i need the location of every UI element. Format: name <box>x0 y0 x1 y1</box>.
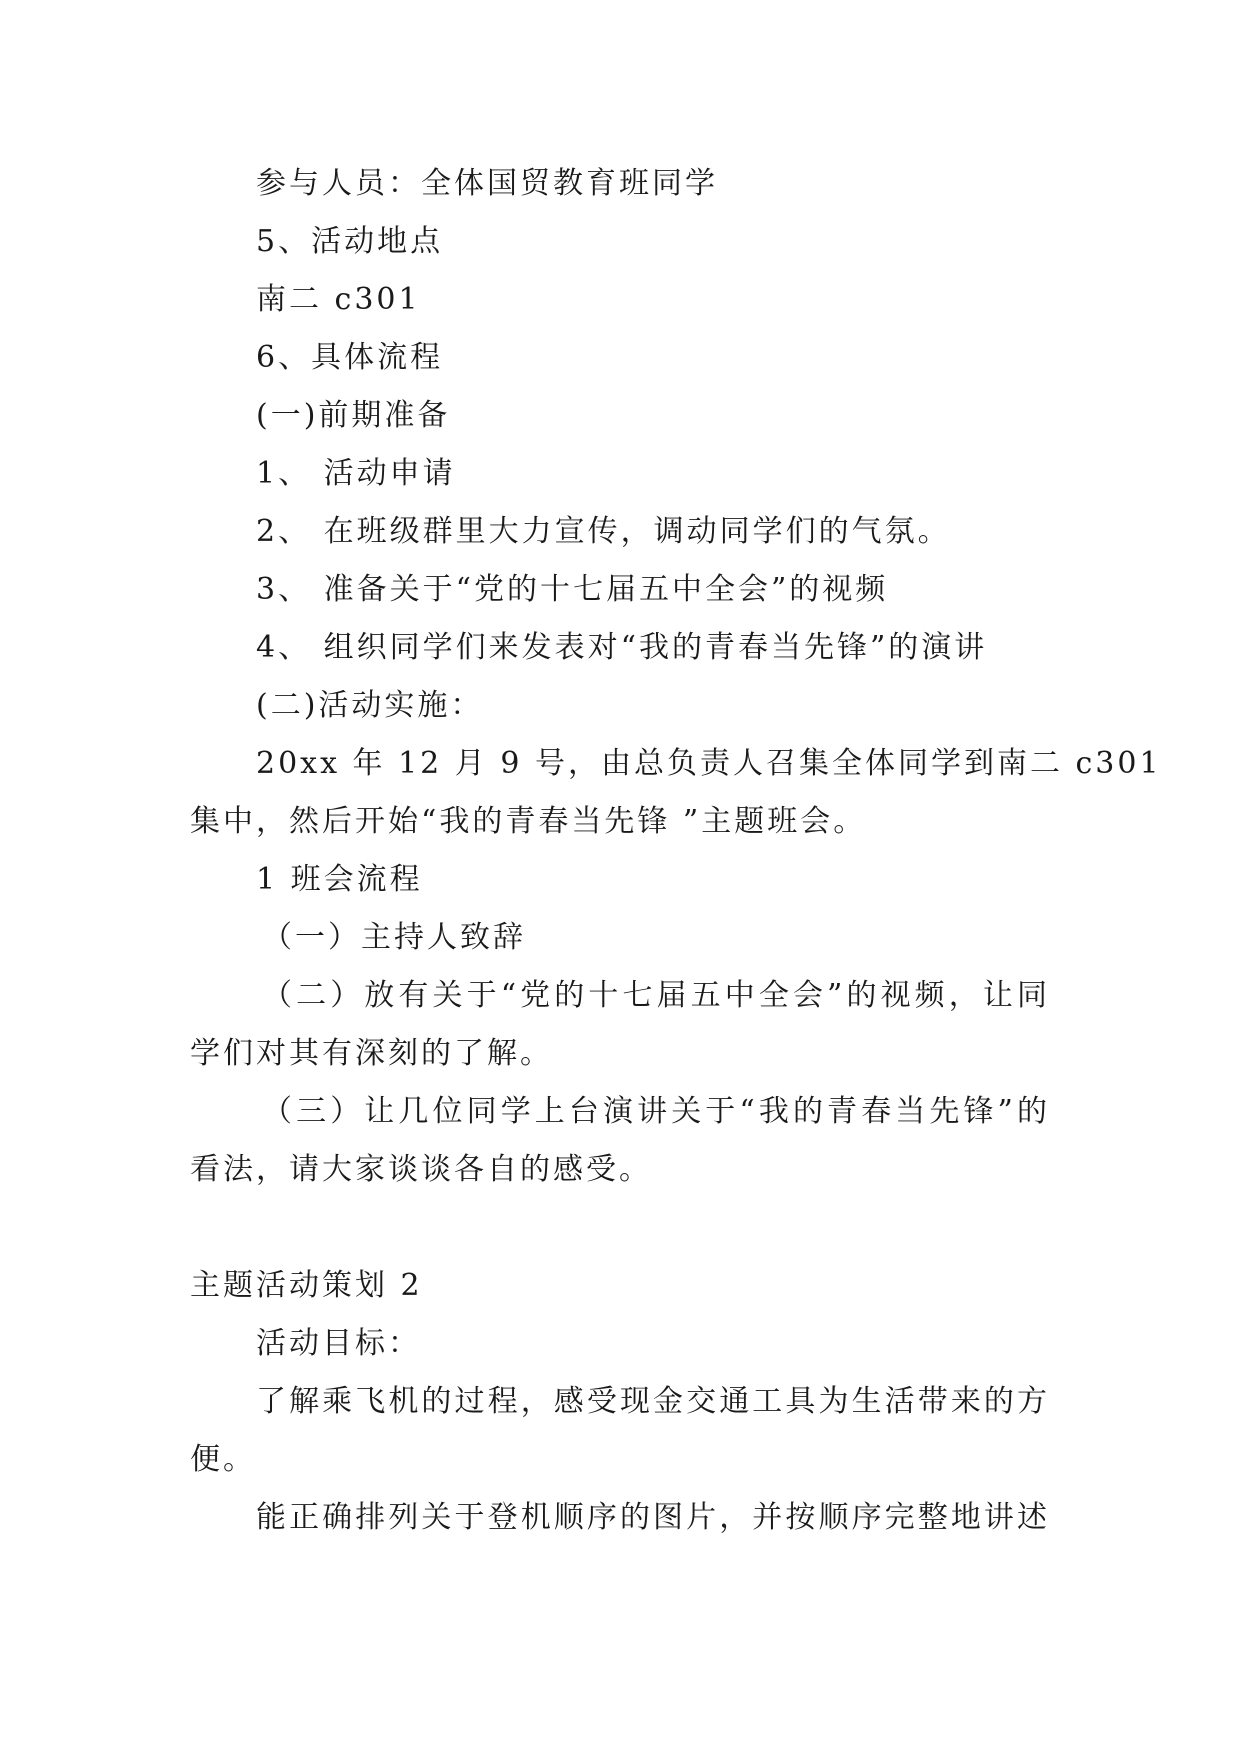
text-line-meeting-flow-heading: 1 班会流程 <box>256 862 423 897</box>
text-line-prep-item-4: 4、 组织同学们来发表对“我的青春当先锋”的演讲 <box>256 630 988 665</box>
text-line-preparation-heading: (一)前期准备 <box>256 398 451 433</box>
text-line-prep-item-1: 1、 活动申请 <box>256 456 456 491</box>
text-line-goal-1a: 了解乘飞机的过程，感受现金交通工具为生活带来的方 <box>256 1384 1050 1419</box>
text-line-goal-1b: 便。 <box>190 1442 256 1477</box>
text-line-prep-item-2: 2、 在班级群里大力宣传，调动同学们的气氛。 <box>256 514 951 549</box>
text-line-flow-item-1: （一）主持人致辞 <box>262 920 526 955</box>
text-line-goal-2: 能正确排列关于登机顺序的图片，并按顺序完整地讲述 <box>256 1500 1050 1535</box>
text-line-goal-heading: 活动目标： <box>256 1326 421 1361</box>
text-line-flow-item-2b: 学们对其有深刻的了解。 <box>190 1036 553 1071</box>
text-line-flow-item-3b: 看法，请大家谈谈各自的感受。 <box>190 1152 652 1187</box>
text-line-location: 南二 c301 <box>256 282 421 317</box>
text-line-prep-item-3: 3、 准备关于“党的十七届五中全会”的视频 <box>256 572 889 607</box>
text-line-flow-item-3a: （三）让几位同学上台演讲关于“我的青春当先锋”的 <box>262 1094 1050 1129</box>
text-line-implementation-2: 集中，然后开始“我的青春当先锋 ”主题班会。 <box>190 804 867 839</box>
text-line-participants: 参与人员：全体国贸教育班同学 <box>256 166 718 201</box>
text-line-implementation-heading: (二)活动实施： <box>256 688 484 723</box>
section-title: 主题活动策划 2 <box>190 1268 423 1303</box>
text-line-process-heading: 6、具体流程 <box>256 340 444 375</box>
text-line-location-heading: 5、活动地点 <box>256 224 444 259</box>
text-line-flow-item-2a: （二）放有关于“党的十七届五中全会”的视频，让同 <box>262 978 1050 1013</box>
text-line-implementation-1: 20xx 年 12 月 9 号，由总负责人召集全体同学到南二 c301 <box>256 746 1162 781</box>
